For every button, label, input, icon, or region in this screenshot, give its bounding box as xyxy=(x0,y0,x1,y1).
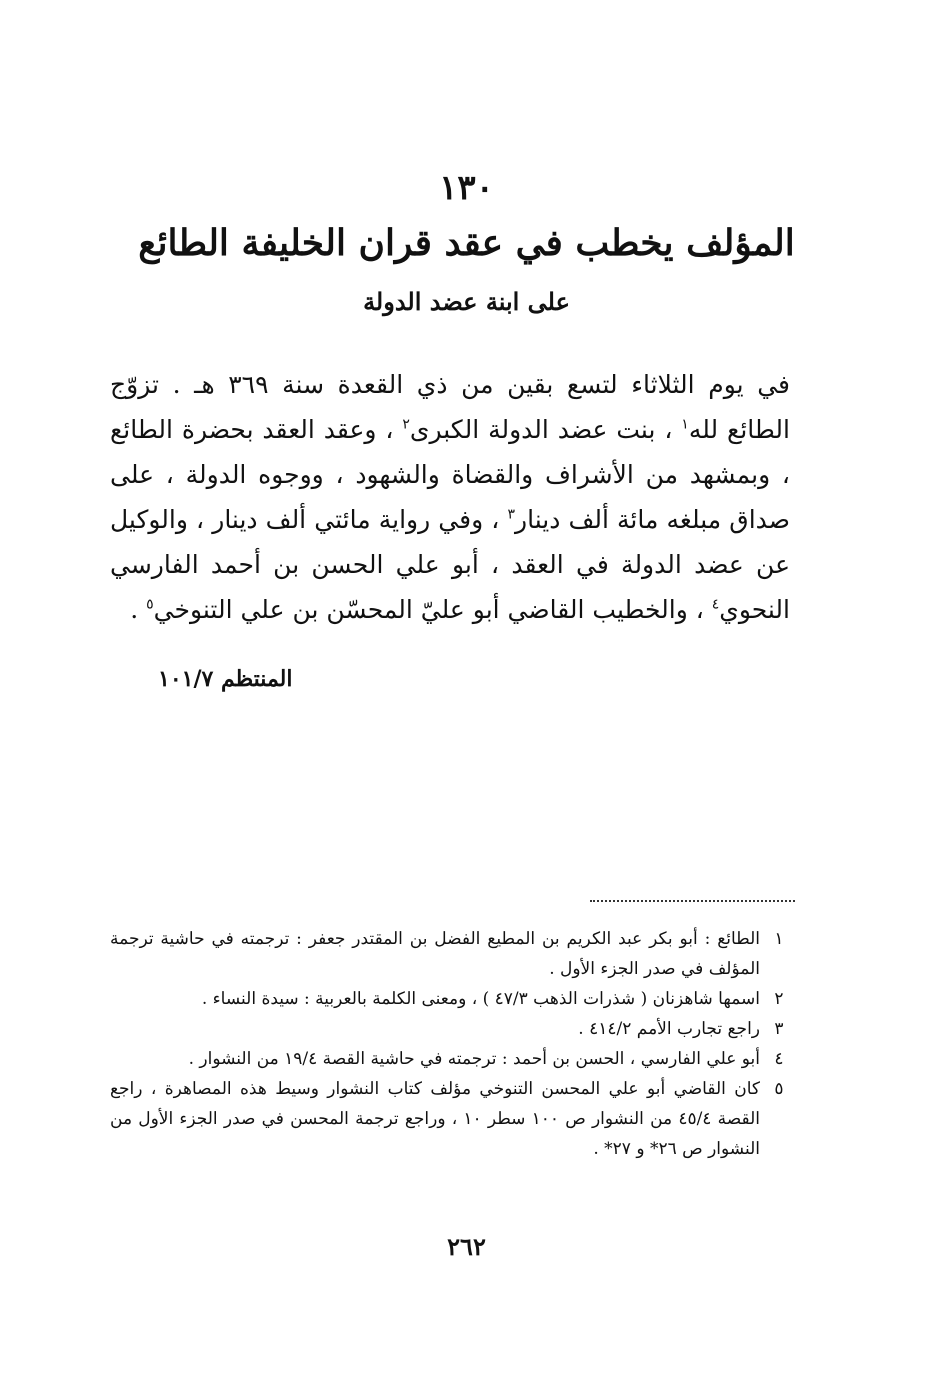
footnote-text: اسمها شاهزنان ( شذرات الذهب ٤٧/٣ ) ، ومعنى الكلمة بالعربية : سيدة النساء . xyxy=(201,989,760,1009)
section-number: ١٣٠ xyxy=(439,168,494,208)
footnote-item xyxy=(110,1014,790,1044)
footnote-text: راجع تجارب الأمم ٤١٤/٢ . xyxy=(578,1019,760,1039)
footnote-item xyxy=(110,1074,790,1164)
footnote-marker: ٣ xyxy=(507,506,515,523)
footnote-marker: ٤ xyxy=(711,596,720,613)
page-subtitle: على ابنة عضد الدولة xyxy=(363,287,570,316)
body-text-segment: ، بنت عضد الدولة الكبرى xyxy=(409,415,682,444)
footnote-item xyxy=(110,1044,790,1074)
footnote-number: ١ xyxy=(774,929,784,949)
footnote-divider xyxy=(590,900,795,902)
footnote-item xyxy=(110,924,790,984)
footnote-number: ٢ xyxy=(774,989,784,1009)
footnote-text: كان القاضي أبو علي المحسن التنوخي مؤلف كتاب النشوار وسيط هذه المصاهرة ، راجع القصة ٤٥/٤ من النشوار ص ١٠٠ سطر ١٠ ، وراجع ترجمة المحسن في صدر الجزء الأول من النشوار ص ٢٦* و ٢٧* . xyxy=(110,1079,760,1159)
footnote-marker: ٢ xyxy=(402,416,410,433)
footnote-number: ٣ xyxy=(774,1019,784,1039)
body-text-segment: . xyxy=(130,595,147,624)
page-number: ٢٦٢ xyxy=(447,1232,486,1261)
page-title: المؤلف يخطب في عقد قران الخليفة الطائع xyxy=(138,222,795,264)
footnotes-list xyxy=(110,924,790,1164)
body-paragraph xyxy=(110,362,790,632)
body-text-segment: ، والخطيب القاضي أبو عليّ المحسّن بن علي التنوخي xyxy=(153,595,712,624)
footnote-number: ٤ xyxy=(774,1049,784,1069)
footnote-marker: ١ xyxy=(681,416,689,433)
footnote-text: الطائع : أبو بكر عبد الكريم بن المطيع الفضل بن المقتدر جعفر : ترجمته في حاشية ترجمة المؤلف في صدر الجزء الأول . xyxy=(110,929,760,979)
body-text-segment: ، وعقد العقد بحضرة الطائع ، وبمشهد من الأشراف والقضاة والشهود ، ووجوه الدولة ، على صداق مبلغه مائة ألف دينار xyxy=(110,415,790,534)
footnote-number: ٥ xyxy=(774,1079,784,1099)
source-reference: المنتظم ١٠١/٧ xyxy=(158,666,293,692)
footnote-text: أبو علي الفارسي ، الحسن بن أحمد : ترجمته في حاشية القصة ١٩/٤ من النشوار . xyxy=(188,1049,760,1069)
body-text-segment: في يوم الثلاثاء لتسع بقين من ذي القعدة سنة ٣٦٩ هـ . تزوّج الطائع لله xyxy=(110,370,790,444)
body-text-segment: ، وفي رواية مائتي ألف دينار ، والوكيل عن عضد الدولة في العقد ، أبو علي الحسن بن أحمد الفارسي النحوي xyxy=(110,505,790,624)
footnote-marker: ٥ xyxy=(146,596,154,613)
footnote-item xyxy=(110,984,790,1014)
